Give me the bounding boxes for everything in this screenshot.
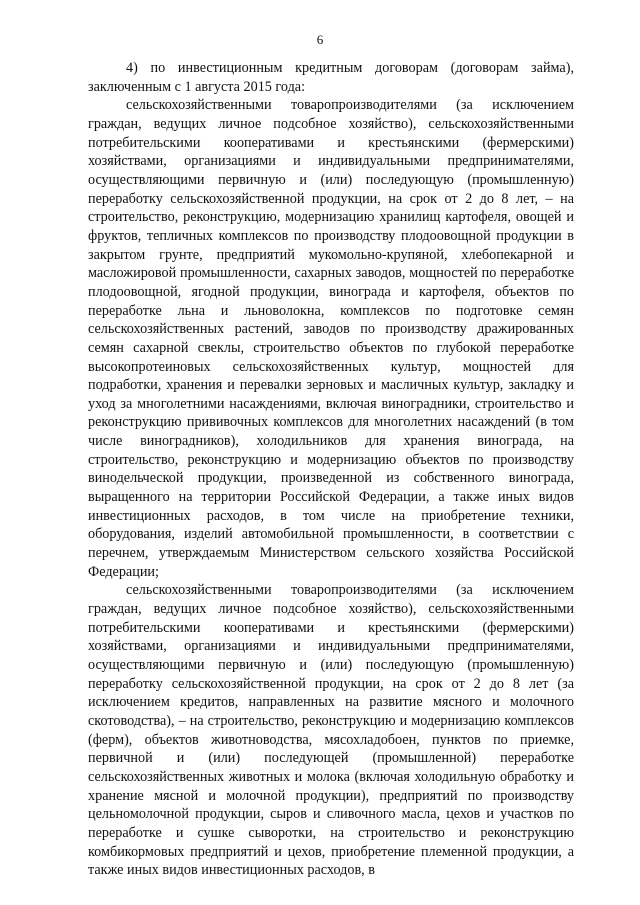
- document-body: [88, 59, 574, 880]
- paragraph-clause-4-intro: 4) по инвестиционным кредитным договорам (договорам займа), заключенным с 1 августа 2015 года:: [88, 60, 574, 95]
- paragraph-livestock-processing-investments: сельскохозяйственными товаропроизводителями (за исключением граждан, ведущих личное подсобное хозяйство), сельскохозяйственными потребительскими кооперативами и крестьянскими (фермерскими) хозяйствами, организациями и индивидуальными предпринимателями, осуществляющими первичную и (или) последующую (промышленную) переработку сельскохозяйственной продукции, на срок от 2 до 8 лет (за исключением кредитов, направленных на развитие мясного и молочного скотоводства), – на строительство, реконструкцию и модернизацию комплексов (ферм), объектов животноводства, мясохладобоен, пунктов по приемке, первичной и (или) последующей (промышленной) переработке сельскохозяйственных животных и молока (включая холодильную обработку и хранение мясной и молочной продукции), предприятий по производству цельномолочной продукции, сыров и сливочного масла, цехов и участков по переработке и сушке сыворотки, на строительство и реконструкцию комбикормовых предприятий и цехов, приобретение племенной продукции, а также иных видов инвестиционных расходов, в: [88, 582, 574, 879]
- paragraph-crop-processing-investments: сельскохозяйственными товаропроизводителями (за исключением граждан, ведущих личное подсобное хозяйство), сельскохозяйственными потребительскими кооперативами и крестьянскими (фермерскими) хозяйствами, организациями и индивидуальными предпринимателями, осуществляющими первичную и (или) последующую (промышленную) переработку сельскохозяйственной продукции, на срок от 2 до 8 лет, – на строительство, реконструкцию, модернизацию хранилищ картофеля, овощей и фруктов, тепличных комплексов по производству плодоовощной продукции в закрытом грунте, предприятий мукомольно-крупяной, хлебопекарной и масложировой промышленности, сахарных заводов, мощностей по переработке плодоовощной, ягодной продукции, винограда и картофеля, объектов по переработке льна и льноволокна, комплексов по подготовке семян сельскохозяйственных растений, заводов по производству дражированных семян сахарной свеклы, строительство объектов по глубокой переработке высокопротеиновых сельскохозяйственных культур, мощностей для подработки, хранения и перевалки зерновых и масличных культур, закладку и уход за многолетними насаждениями, включая виноградники, строительство и реконструкцию прививочных комплексов для многолетних насаждений (в том числе виноградников), холодильников для хранения винограда, на строительство, реконструкцию и модернизацию объектов по производству винодельческой продукции, произведенной из собственного винограда, выращенного на территории Российской Федерации, а также иных видов инвестиционных расходов, в том числе на приобретение техники, оборудования, изделий автомобильной промышленности, в соответствии с перечнем, утверждаемым Министерством сельского хозяйства Российской Федерации;: [88, 97, 574, 580]
- page-number: 6: [316, 32, 324, 47]
